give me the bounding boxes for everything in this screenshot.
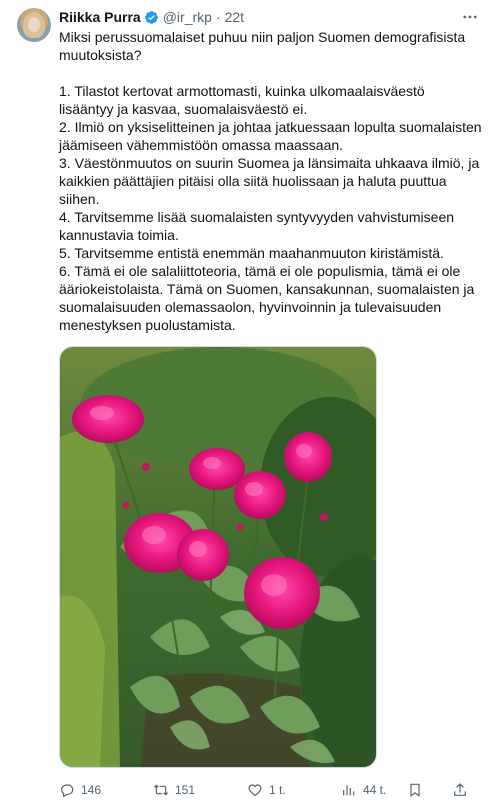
tweet-header bbox=[59, 8, 244, 26]
share-button[interactable] bbox=[452, 780, 474, 800]
tweet-text bbox=[59, 28, 483, 334]
retweet-icon bbox=[153, 782, 169, 798]
views-icon bbox=[341, 782, 357, 798]
reply-button[interactable] bbox=[59, 780, 101, 800]
like-count: 1 t. bbox=[269, 783, 286, 797]
views-count: 44 t. bbox=[363, 783, 387, 797]
views-button[interactable] bbox=[341, 780, 386, 800]
reply-icon bbox=[59, 782, 75, 798]
like-icon bbox=[247, 782, 263, 798]
reply-count: 146 bbox=[81, 783, 102, 797]
tweet-point: 4. Tarvitsemme lisää suomalaisten syntyvyyden vahvistumiseen kannustavia toimia. bbox=[59, 209, 455, 243]
like-button[interactable] bbox=[247, 780, 286, 800]
tweet-point: 5. Tarvitsemme entistä enemmän maahanmuuton kiristämistä. bbox=[59, 245, 444, 261]
author-handle[interactable]: @ir_rkp bbox=[162, 9, 212, 25]
avatar[interactable] bbox=[17, 8, 51, 42]
tweet-actions bbox=[59, 780, 489, 800]
bookmark-icon bbox=[407, 782, 423, 798]
tweet-point: 2. Ilmiö on yksiselitteinen ja johtaa jatkuessaan lopulta suomalaisten jäämiseen vähemmistöön omassa maassaan. bbox=[59, 119, 482, 153]
more-icon[interactable] bbox=[461, 8, 479, 26]
tweet-photo[interactable] bbox=[59, 346, 377, 768]
retweet-button[interactable] bbox=[153, 780, 195, 800]
share-icon bbox=[452, 782, 468, 798]
tweet-point: 6. Tämä ei ole salaliittoteoria, tämä ei ole populismia, tämä ei ole ääriokeistolaista. Tämä on Suomen, kansakunnan, suomalaisten ja suomalaisuuden olemassaolon, hyvinvoinnin ja tulevaisuuden menestyksen puolustamista. bbox=[59, 263, 475, 333]
separator-dot: · bbox=[215, 9, 221, 25]
tweet-intro: Miksi perussuomalaiset puhuu niin paljon Suomen demografisista muutoksista? bbox=[59, 29, 466, 63]
bookmark-button[interactable] bbox=[407, 780, 429, 800]
peony-garden-image bbox=[60, 347, 377, 768]
tweet-point: 1. Tilastot kertovat armottomasti, kuinka ulkomaalaisväestö lisääntyy ja kasvaa, suomalaisväestö ei. bbox=[59, 83, 425, 117]
retweet-count: 151 bbox=[175, 783, 196, 797]
tweet-point: 3. Väestönmuutos on suurin Suomea ja länsimaita uhkaava ilmiö, ja kaikkien päättäjien pitäisi olla siitä huolissaan ja haluta puuttua siihen. bbox=[59, 155, 480, 207]
author-name[interactable]: Riikka Purra bbox=[59, 9, 141, 25]
tweet-time[interactable]: 22t bbox=[224, 9, 245, 25]
verified-badge-icon bbox=[144, 10, 159, 25]
